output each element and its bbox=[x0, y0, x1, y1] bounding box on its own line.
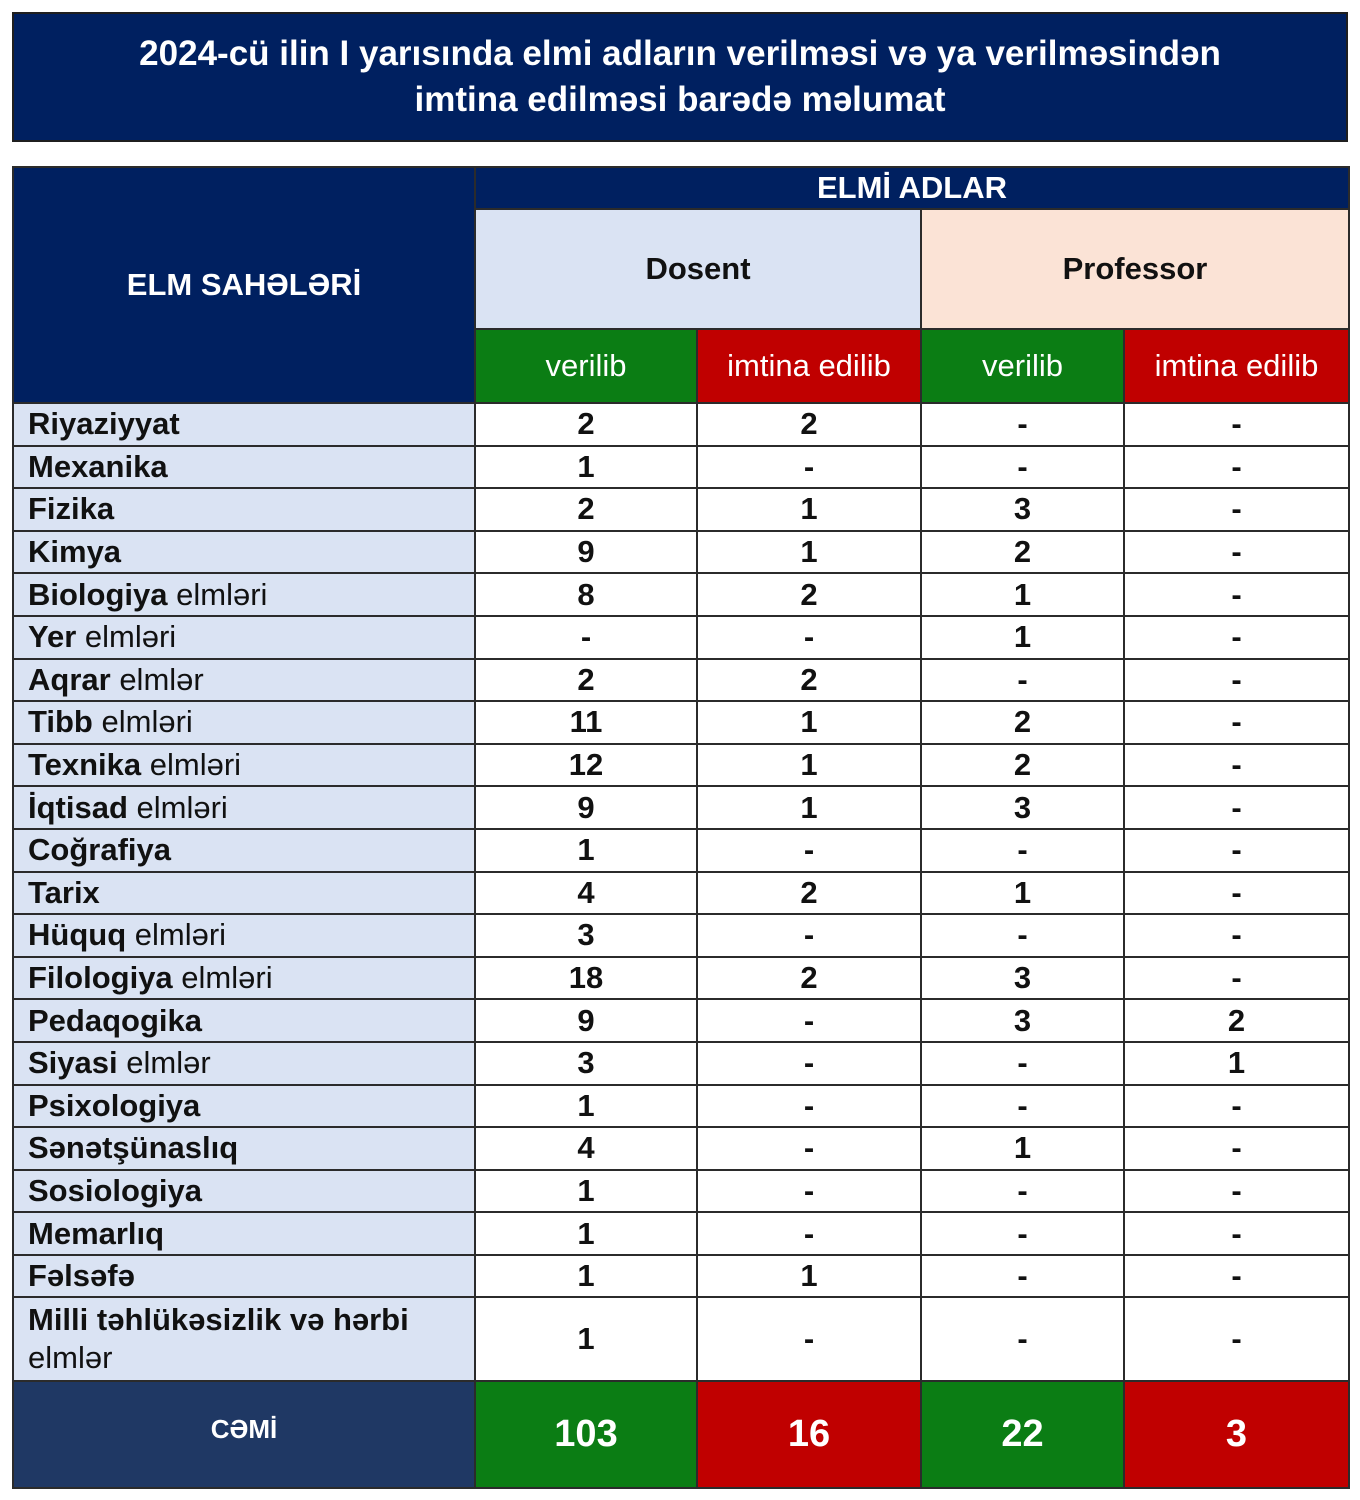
cell-dosent-imtina: 1 bbox=[697, 786, 921, 829]
field-name-cell bbox=[13, 957, 475, 1000]
cell-professor-imtina: - bbox=[1124, 1255, 1349, 1298]
field-name: Tibb bbox=[28, 704, 93, 740]
cell-dosent-imtina: 2 bbox=[697, 872, 921, 915]
cell-dosent-verilib: 1 bbox=[475, 1212, 697, 1255]
cell-dosent-imtina: - bbox=[697, 1085, 921, 1128]
cell-professor-imtina: - bbox=[1124, 1127, 1349, 1170]
cell-dosent-verilib: 3 bbox=[475, 1042, 697, 1085]
cell-dosent-imtina: - bbox=[697, 1042, 921, 1085]
cell-professor-imtina: - bbox=[1124, 531, 1349, 574]
cell-professor-verilib: 1 bbox=[921, 616, 1124, 659]
cell-dosent-verilib: 1 bbox=[475, 829, 697, 872]
field-name-cell bbox=[13, 1255, 475, 1298]
cell-dosent-verilib: 9 bbox=[475, 786, 697, 829]
cell-professor-imtina: - bbox=[1124, 914, 1349, 957]
header-field-label: ELM SAHƏLƏRİ bbox=[13, 167, 475, 403]
cell-professor-verilib: 2 bbox=[921, 701, 1124, 744]
header-professor: Professor bbox=[921, 209, 1349, 329]
cell-professor-imtina: - bbox=[1124, 701, 1349, 744]
field-name-suffix: elmlər bbox=[110, 661, 204, 697]
cell-dosent-verilib: 18 bbox=[475, 957, 697, 1000]
total-professor-imtina: 3 bbox=[1124, 1381, 1349, 1488]
total-row bbox=[13, 1381, 1349, 1488]
cell-dosent-verilib: 1 bbox=[475, 1255, 697, 1298]
cell-dosent-verilib: 12 bbox=[475, 744, 697, 787]
title-line-2: imtina edilməsi barədə məlumat bbox=[414, 80, 946, 119]
cell-professor-imtina: - bbox=[1124, 957, 1349, 1000]
table-row bbox=[13, 1212, 1349, 1255]
total-label: CƏMİ bbox=[13, 1381, 475, 1488]
table-row bbox=[13, 446, 1349, 489]
field-name: Kimya bbox=[28, 534, 122, 570]
field-name-cell bbox=[13, 531, 475, 574]
cell-dosent-verilib: 3 bbox=[475, 914, 697, 957]
field-name-suffix: elmləri bbox=[92, 704, 193, 740]
field-name: Pedaqogika bbox=[28, 1002, 202, 1038]
header-professor-verilib: verilib bbox=[921, 329, 1124, 403]
table-row bbox=[13, 1255, 1349, 1298]
field-name-cell bbox=[13, 1212, 475, 1255]
field-name-cell bbox=[13, 999, 475, 1042]
cell-dosent-verilib: - bbox=[475, 616, 697, 659]
cell-dosent-verilib: 1 bbox=[475, 1170, 697, 1213]
cell-dosent-imtina: 1 bbox=[697, 744, 921, 787]
field-name: Sosiologiya bbox=[28, 1172, 202, 1208]
field-name-suffix: elmləri bbox=[141, 747, 242, 783]
total-dosent-imtina: 16 bbox=[697, 1381, 921, 1488]
field-name-cell bbox=[13, 744, 475, 787]
field-name-cell bbox=[13, 1170, 475, 1213]
field-name: Fəlsəfə bbox=[28, 1258, 135, 1294]
field-name-suffix: elmləri bbox=[167, 576, 268, 612]
cell-professor-imtina: - bbox=[1124, 829, 1349, 872]
field-name-cell bbox=[13, 1127, 475, 1170]
table-row bbox=[13, 659, 1349, 702]
field-name: İqtisad bbox=[28, 789, 128, 825]
cell-professor-imtina: - bbox=[1124, 403, 1349, 446]
header-row-group bbox=[13, 167, 1349, 209]
cell-dosent-imtina: 1 bbox=[697, 1255, 921, 1298]
field-name-cell bbox=[13, 446, 475, 489]
field-name-suffix: elmlər bbox=[28, 1340, 113, 1376]
cell-professor-imtina: 2 bbox=[1124, 999, 1349, 1042]
field-name-cell bbox=[13, 1042, 475, 1085]
cell-dosent-imtina: - bbox=[697, 914, 921, 957]
cell-dosent-imtina: 2 bbox=[697, 403, 921, 446]
cell-professor-imtina: - bbox=[1124, 616, 1349, 659]
cell-dosent-verilib: 4 bbox=[475, 872, 697, 915]
cell-professor-verilib: - bbox=[921, 446, 1124, 489]
field-name: Sənətşünaslıq bbox=[28, 1130, 239, 1166]
cell-professor-imtina: - bbox=[1124, 1297, 1349, 1381]
cell-dosent-imtina: - bbox=[697, 446, 921, 489]
field-name: Tarix bbox=[28, 874, 100, 910]
cell-dosent-verilib: 1 bbox=[475, 446, 697, 489]
table-row bbox=[13, 701, 1349, 744]
field-name: Coğrafiya bbox=[28, 832, 171, 868]
cell-professor-imtina: - bbox=[1124, 872, 1349, 915]
cell-professor-imtina: - bbox=[1124, 1085, 1349, 1128]
cell-dosent-verilib: 1 bbox=[475, 1297, 697, 1381]
cell-dosent-imtina: - bbox=[697, 1170, 921, 1213]
cell-professor-imtina: - bbox=[1124, 786, 1349, 829]
field-name-cell bbox=[13, 872, 475, 915]
cell-dosent-verilib: 9 bbox=[475, 531, 697, 574]
data-table bbox=[12, 166, 1350, 1489]
cell-dosent-imtina: 1 bbox=[697, 488, 921, 531]
cell-professor-imtina: - bbox=[1124, 488, 1349, 531]
table-row bbox=[13, 872, 1349, 915]
field-name-cell bbox=[13, 914, 475, 957]
table-row bbox=[13, 403, 1349, 446]
cell-dosent-imtina: - bbox=[697, 999, 921, 1042]
cell-dosent-verilib: 4 bbox=[475, 1127, 697, 1170]
field-name: Biologiya bbox=[28, 576, 168, 612]
field-name-suffix: elmlər bbox=[117, 1045, 211, 1081]
table-row bbox=[13, 1170, 1349, 1213]
field-name: Fizika bbox=[28, 491, 115, 527]
field-name-cell bbox=[13, 829, 475, 872]
field-name-cell bbox=[13, 701, 475, 744]
field-name: Siyasi bbox=[28, 1045, 118, 1081]
field-name: Mexanika bbox=[28, 448, 168, 484]
table-row bbox=[13, 1297, 1349, 1381]
cell-dosent-imtina: - bbox=[697, 1127, 921, 1170]
cell-dosent-verilib: 11 bbox=[475, 701, 697, 744]
table-row bbox=[13, 786, 1349, 829]
cell-professor-verilib: - bbox=[921, 659, 1124, 702]
cell-dosent-imtina: - bbox=[697, 1297, 921, 1381]
cell-professor-verilib: 1 bbox=[921, 573, 1124, 616]
cell-professor-verilib: - bbox=[921, 829, 1124, 872]
field-name-cell bbox=[13, 659, 475, 702]
cell-dosent-verilib: 2 bbox=[475, 488, 697, 531]
cell-professor-verilib: - bbox=[921, 1255, 1124, 1298]
field-name-cell bbox=[13, 616, 475, 659]
field-name: Milli təhlükəsizlik və hərbi bbox=[28, 1302, 409, 1338]
cell-dosent-verilib: 8 bbox=[475, 573, 697, 616]
cell-professor-imtina: - bbox=[1124, 446, 1349, 489]
cell-dosent-imtina: - bbox=[697, 1212, 921, 1255]
table-body bbox=[13, 403, 1349, 1381]
cell-professor-verilib: 3 bbox=[921, 786, 1124, 829]
header-dosent-imtina: imtina edilib bbox=[697, 329, 921, 403]
field-name-cell bbox=[13, 1297, 475, 1381]
header-dosent: Dosent bbox=[475, 209, 921, 329]
table-row bbox=[13, 914, 1349, 957]
cell-dosent-imtina: 1 bbox=[697, 531, 921, 574]
cell-professor-verilib: 2 bbox=[921, 531, 1124, 574]
cell-dosent-verilib: 9 bbox=[475, 999, 697, 1042]
table-row bbox=[13, 1085, 1349, 1128]
field-name-cell bbox=[13, 786, 475, 829]
field-name: Aqrar bbox=[28, 661, 111, 697]
table-title bbox=[12, 12, 1348, 142]
cell-professor-verilib: 2 bbox=[921, 744, 1124, 787]
cell-professor-verilib: 3 bbox=[921, 488, 1124, 531]
cell-professor-verilib: - bbox=[921, 1212, 1124, 1255]
cell-professor-imtina: 1 bbox=[1124, 1042, 1349, 1085]
field-name-cell bbox=[13, 1085, 475, 1128]
cell-dosent-imtina: 2 bbox=[697, 573, 921, 616]
table-row bbox=[13, 616, 1349, 659]
total-professor-verilib: 22 bbox=[921, 1381, 1124, 1488]
field-name: Yer bbox=[28, 619, 77, 655]
cell-dosent-verilib: 2 bbox=[475, 659, 697, 702]
cell-professor-verilib: - bbox=[921, 1170, 1124, 1213]
table-row bbox=[13, 999, 1349, 1042]
table-row bbox=[13, 744, 1349, 787]
cell-professor-imtina: - bbox=[1124, 1170, 1349, 1213]
table-row bbox=[13, 488, 1349, 531]
cell-professor-verilib: - bbox=[921, 1297, 1124, 1381]
table-row bbox=[13, 573, 1349, 616]
cell-professor-verilib: 3 bbox=[921, 999, 1124, 1042]
cell-professor-verilib: 1 bbox=[921, 1127, 1124, 1170]
field-name-cell bbox=[13, 403, 475, 446]
field-name: Psixologiya bbox=[28, 1087, 201, 1123]
field-name-suffix: elmləri bbox=[76, 619, 177, 655]
cell-dosent-verilib: 1 bbox=[475, 1085, 697, 1128]
header-dosent-verilib: verilib bbox=[475, 329, 697, 403]
cell-professor-imtina: - bbox=[1124, 573, 1349, 616]
field-name: Filologiya bbox=[28, 960, 173, 996]
table-row bbox=[13, 1042, 1349, 1085]
cell-professor-imtina: - bbox=[1124, 659, 1349, 702]
total-dosent-verilib: 103 bbox=[475, 1381, 697, 1488]
cell-dosent-verilib: 2 bbox=[475, 403, 697, 446]
cell-professor-imtina: - bbox=[1124, 1212, 1349, 1255]
cell-professor-verilib: 1 bbox=[921, 872, 1124, 915]
cell-dosent-imtina: - bbox=[697, 616, 921, 659]
field-name: Hüquq bbox=[28, 917, 127, 953]
table-row bbox=[13, 829, 1349, 872]
cell-dosent-imtina: 1 bbox=[697, 701, 921, 744]
cell-professor-verilib: - bbox=[921, 914, 1124, 957]
field-name-cell bbox=[13, 573, 475, 616]
table-row bbox=[13, 1127, 1349, 1170]
cell-professor-verilib: - bbox=[921, 1042, 1124, 1085]
cell-dosent-imtina: 2 bbox=[697, 957, 921, 1000]
cell-professor-imtina: - bbox=[1124, 744, 1349, 787]
cell-dosent-imtina: 2 bbox=[697, 659, 921, 702]
cell-professor-verilib: - bbox=[921, 403, 1124, 446]
field-name-suffix: elmləri bbox=[127, 789, 228, 825]
title-line-1: 2024-cü ilin I yarısında elmi adların verilməsi və ya verilməsindən bbox=[139, 34, 1221, 73]
table-row bbox=[13, 531, 1349, 574]
field-name-suffix: elmləri bbox=[126, 917, 227, 953]
table-row bbox=[13, 957, 1349, 1000]
field-name: Texnika bbox=[28, 747, 142, 783]
field-name: Riyaziyyat bbox=[28, 406, 180, 442]
field-name-suffix: elmləri bbox=[172, 960, 273, 996]
header-professor-imtina: imtina edilib bbox=[1124, 329, 1349, 403]
cell-professor-verilib: - bbox=[921, 1085, 1124, 1128]
header-elmi-adlar: ELMİ ADLAR bbox=[475, 167, 1349, 209]
field-name: Memarlıq bbox=[28, 1215, 165, 1251]
field-name-cell bbox=[13, 488, 475, 531]
cell-professor-verilib: 3 bbox=[921, 957, 1124, 1000]
cell-dosent-imtina: - bbox=[697, 829, 921, 872]
